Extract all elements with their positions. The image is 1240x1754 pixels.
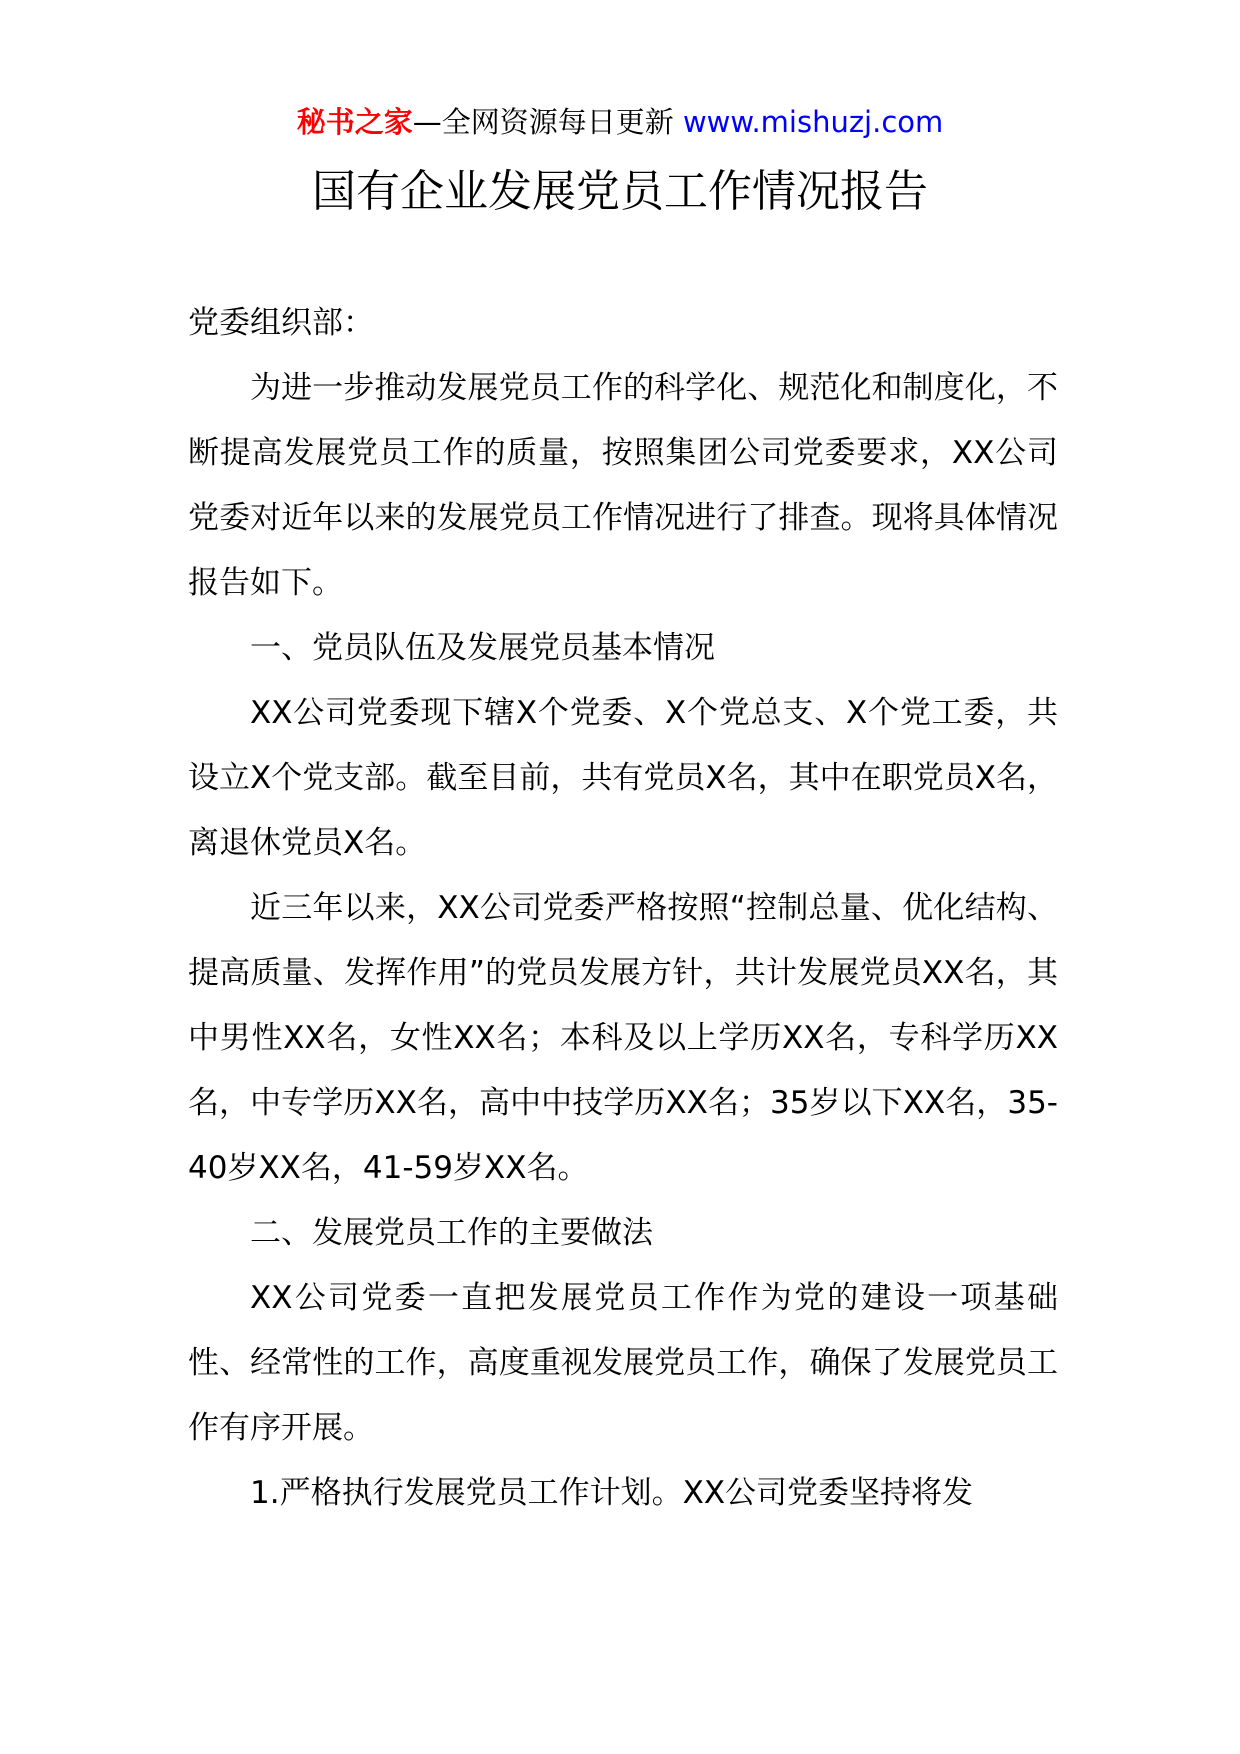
site-name: 秘书之家 <box>296 105 413 139</box>
paragraph-organization: XX公司党委现下辖X个党委、X个党总支、X个党工委，共设立X个党支部。截至目前，共有党员X名，其中在职党员X名，离退休党员X名。 <box>188 695 1058 861</box>
document-body <box>188 291 1058 1526</box>
site-tagline: —全网资源每日更新 <box>412 105 683 139</box>
paragraph-practices: XX公司党委一直把发展党员工作作为党的建设一项基础性、经常性的工作，高度重视发展党员工作，确保了发展党员工作有序开展。 <box>188 1280 1058 1446</box>
paragraph-item-1: 1.严格执行发展党员工作计划。XX公司党委坚持将发 <box>250 1475 974 1511</box>
site-banner <box>0 102 1240 142</box>
salutation: 党委组织部： <box>188 305 374 341</box>
section-heading-1: 一、党员队伍及发展党员基本情况 <box>250 630 715 666</box>
paragraph-statistics: 近三年以来，XX公司党委严格按照“控制总量、优化结构、提高质量、发挥作用”的党员发展方针，共计发展党员XX名，其中男性XX名，女性XX名；本科及以上学历XX名，专科学历XX名，中专学历XX名，高中中技学历XX名；35岁以下XX名，35-40岁XX名，41-59岁XX名。 <box>188 890 1058 1186</box>
site-url-link[interactable]: www.mishuzj.com <box>682 105 944 139</box>
section-heading-2: 二、发展党员工作的主要做法 <box>250 1215 653 1251</box>
paragraph-intro: 为进一步推动发展党员工作的科学化、规范化和制度化，不断提高发展党员工作的质量，按照集团公司党委要求，XX公司党委对近年以来的发展党员工作情况进行了排查。现将具体情况报告如下。 <box>188 370 1058 601</box>
document-title: 国有企业发展党员工作情况报告 <box>312 166 928 217</box>
